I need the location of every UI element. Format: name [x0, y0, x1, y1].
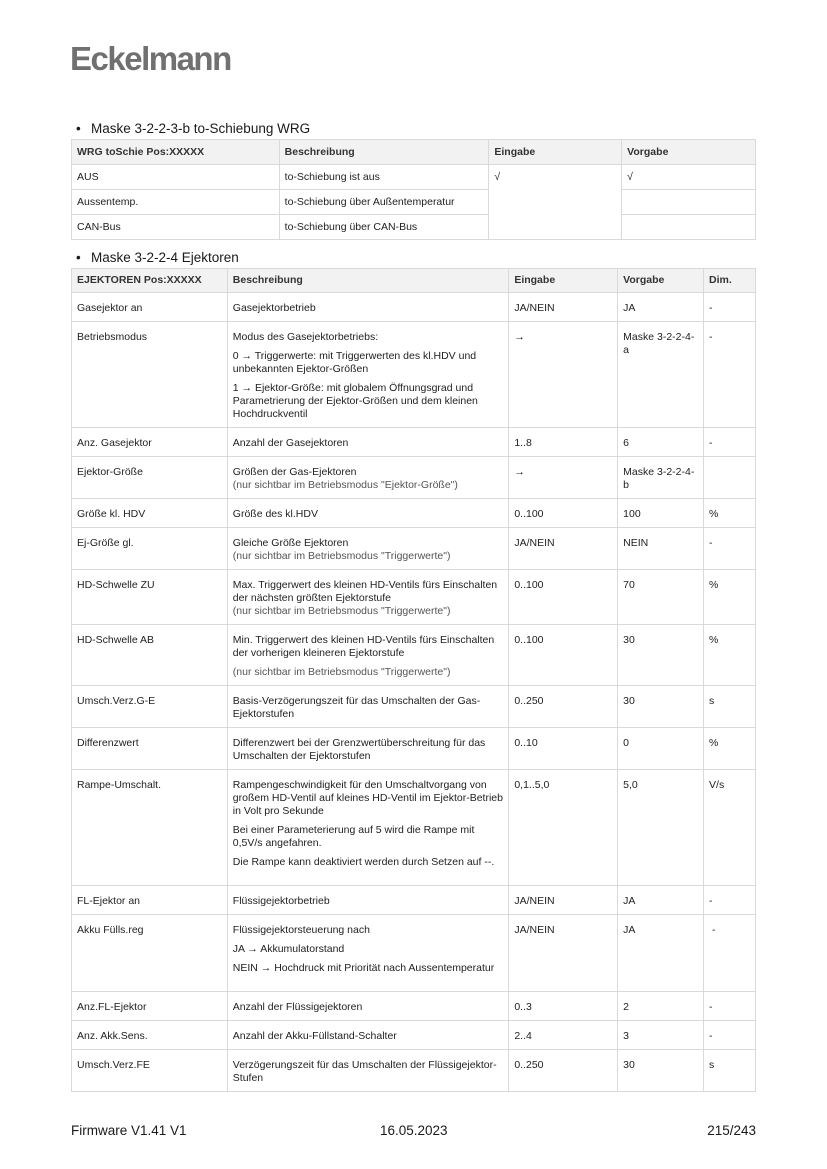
visibility-note: (nur sichtbar im Betriebsmodus "Triggerwerte") [232, 550, 451, 562]
bullet: • [76, 250, 81, 265]
param-name: Anz. Akk.Sens. [72, 1021, 228, 1050]
desc-line: 0 → Triggerwerte: mit Triggerwerten des kl.HDV und unbekannten Ejektor-Größen [232, 350, 477, 375]
col-header: EJEKTOREN Pos:XXXXX [72, 269, 228, 293]
desc-line: Gasejektorbetrieb [232, 302, 316, 314]
param-desc [227, 625, 509, 686]
param-vorgabe: JA [618, 293, 704, 322]
desc-line: 1 → Ejektor-Größe: mit globalem Öffnungsgrad und Parametrierung der Ejektor-Größen und dem kleinen Hochdruckventil [232, 382, 478, 420]
param-vorgabe: 70 [618, 570, 704, 625]
desc-line: Modus des Gasejektorbetriebs: [232, 331, 379, 343]
param-dim: % [704, 625, 756, 686]
desc-line: Größe des kl.HDV [232, 508, 318, 520]
table-row [72, 165, 756, 190]
ejektoren-table [71, 268, 756, 1092]
table-row [72, 915, 756, 992]
param-eingabe: 0..100 [509, 625, 618, 686]
section-title-wrg [76, 121, 310, 136]
param-name: Größe kl. HDV [72, 499, 228, 528]
col-header: Vorgabe [618, 269, 704, 293]
desc-line: Anzahl der Flüssigejektoren [232, 1001, 363, 1013]
param-vorgabe: JA [618, 886, 704, 915]
desc-line: Rampengeschwindigkeit für den Umschaltvorgang von großem HD-Ventil auf kleines HD-Ventil im Ejektor-Betrieb in Volt pro Sekunde [232, 779, 503, 817]
param-desc [227, 886, 509, 915]
desc-line: Flüssigejektorbetrieb [232, 895, 330, 907]
param-eingabe: √ [489, 165, 622, 240]
param-dim [704, 457, 756, 499]
param-desc [227, 528, 509, 570]
desc-line: Anzahl der Akku-Füllstand-Schalter [232, 1030, 397, 1042]
param-dim: V/s [704, 770, 756, 886]
brand-logo: Eckelmann [70, 40, 231, 77]
param-desc: to-Schiebung über CAN-Bus [279, 215, 489, 240]
param-dim: - [704, 293, 756, 322]
table-row [72, 190, 756, 215]
table-row [72, 322, 756, 428]
col-header: Beschreibung [227, 269, 509, 293]
footer-page: 215/243 [707, 1123, 756, 1138]
col-header: Eingabe [509, 269, 618, 293]
section-title-text: Maske 3-2-2-4 Ejektoren [91, 250, 239, 265]
param-eingabe: 0..3 [509, 992, 618, 1021]
param-vorgabe: 6 [618, 428, 704, 457]
visibility-note: (nur sichtbar im Betriebsmodus "Triggerwerte") [232, 666, 451, 678]
desc-line: Basis-Verzögerungszeit für das Umschalten der Gas-Ejektorstufen [232, 695, 481, 720]
table-row [72, 625, 756, 686]
param-name: CAN-Bus [72, 215, 280, 240]
param-desc [227, 728, 509, 770]
param-name: FL-Ejektor an [72, 886, 228, 915]
param-eingabe: 0..250 [509, 1050, 618, 1092]
param-vorgabe: 100 [618, 499, 704, 528]
footer-firmware: Firmware V1.41 V1 [71, 1123, 187, 1138]
param-name: Rampe-Umschalt. [72, 770, 228, 886]
desc-line: Max. Triggerwert des kleinen HD-Ventils fürs Einschalten der nächsten größten Ejektorstufe [232, 579, 498, 604]
param-vorgabe: √ [622, 165, 756, 190]
col-header: Beschreibung [279, 140, 489, 165]
table-row [72, 1021, 756, 1050]
param-desc [227, 499, 509, 528]
param-eingabe: 1..8 [509, 428, 618, 457]
param-desc [227, 1050, 509, 1092]
param-name: Umsch.Verz.G-E [72, 686, 228, 728]
desc-line: Verzögerungszeit für das Umschalten der Flüssigejektor-Stufen [232, 1059, 497, 1084]
table-header-row [72, 269, 756, 293]
param-name: AUS [72, 165, 280, 190]
param-name: Akku Fülls.reg [72, 915, 228, 992]
param-name: Ej-Größe gl. [72, 528, 228, 570]
param-name: Ejektor-Größe [72, 457, 228, 499]
param-vorgabe: Maske 3-2-2-4-b [618, 457, 704, 499]
param-desc [227, 1021, 509, 1050]
visibility-note: (nur sichtbar im Betriebsmodus "Triggerwerte") [232, 605, 451, 617]
param-dim: - [704, 915, 756, 992]
col-header: Dim. [704, 269, 756, 293]
visibility-note: (nur sichtbar im Betriebsmodus "Ejektor-Größe") [232, 479, 458, 491]
param-eingabe: 0..10 [509, 728, 618, 770]
col-header: Vorgabe [622, 140, 756, 165]
desc-line: Differenzwert bei der Grenzwertüberschreitung für das Umschalten der Ejektorstufen [232, 737, 486, 762]
table-row [72, 528, 756, 570]
param-vorgabe: 2 [618, 992, 704, 1021]
param-name: Differenzwert [72, 728, 228, 770]
param-eingabe: JA/NEIN [509, 528, 618, 570]
param-name: Betriebsmodus [72, 322, 228, 428]
param-vorgabe: 30 [618, 625, 704, 686]
param-eingabe: 2..4 [509, 1021, 618, 1050]
param-eingabe: 0,1..5,0 [509, 770, 618, 886]
desc-line: Bei einer Parameterierung auf 5 wird die Rampe mit 0,5V/s angefahren. [232, 824, 475, 849]
desc-line: Anzahl der Gasejektoren [232, 437, 349, 449]
param-vorgabe [622, 190, 756, 215]
param-desc: to-Schiebung über Außentemperatur [279, 190, 489, 215]
param-name: HD-Schwelle AB [72, 625, 228, 686]
param-vorgabe: NEIN [618, 528, 704, 570]
param-eingabe: JA/NEIN [509, 886, 618, 915]
param-vorgabe: 0 [618, 728, 704, 770]
desc-line: Die Rampe kann deaktiviert werden durch Setzen auf --. [232, 856, 495, 868]
table-row [72, 992, 756, 1021]
desc-line: Flüssigejektorsteuerung nach [232, 924, 370, 936]
param-vorgabe: 30 [618, 686, 704, 728]
table-row [72, 428, 756, 457]
param-name: Anz. Gasejektor [72, 428, 228, 457]
param-vorgabe [622, 215, 756, 240]
param-dim: - [704, 528, 756, 570]
desc-line: NEIN → Hochdruck mit Priorität nach Aussentemperatur [232, 962, 495, 974]
param-dim: - [704, 322, 756, 428]
desc-line: Größen der Gas-Ejektoren [232, 466, 357, 478]
param-vorgabe: 3 [618, 1021, 704, 1050]
param-desc [227, 293, 509, 322]
param-eingabe: 0..250 [509, 686, 618, 728]
table-row [72, 215, 756, 240]
param-eingabe: 0..100 [509, 570, 618, 625]
col-header: WRG toSchie Pos:XXXXX [72, 140, 280, 165]
param-eingabe: 0..100 [509, 499, 618, 528]
desc-line: Gleiche Größe Ejektoren [232, 537, 349, 549]
param-desc [227, 457, 509, 499]
param-eingabe: JA/NEIN [509, 915, 618, 992]
param-vorgabe: JA [618, 915, 704, 992]
param-eingabe: JA/NEIN [509, 293, 618, 322]
table-row [72, 293, 756, 322]
bullet: • [76, 121, 81, 136]
table-row [72, 1050, 756, 1092]
param-name: Anz.FL-Ejektor [72, 992, 228, 1021]
table-header-row [72, 140, 756, 165]
table-row [72, 570, 756, 625]
param-desc [227, 686, 509, 728]
wrg-table [71, 139, 756, 240]
param-name: Gasejektor an [72, 293, 228, 322]
param-name: HD-Schwelle ZU [72, 570, 228, 625]
param-dim: - [704, 886, 756, 915]
param-dim: - [704, 1021, 756, 1050]
param-desc [227, 992, 509, 1021]
param-name: Umsch.Verz.FE [72, 1050, 228, 1092]
table-row [72, 457, 756, 499]
param-desc [227, 915, 509, 992]
section-title-ejektoren [76, 250, 239, 265]
param-dim: s [704, 686, 756, 728]
param-dim: % [704, 570, 756, 625]
param-desc: to-Schiebung ist aus [279, 165, 489, 190]
param-vorgabe: 30 [618, 1050, 704, 1092]
param-dim: % [704, 499, 756, 528]
param-dim: s [704, 1050, 756, 1092]
param-name: Aussentemp. [72, 190, 280, 215]
desc-line: Min. Triggerwert des kleinen HD-Ventils fürs Einschalten der vorherigen kleineren Ejektorstufe [232, 634, 495, 659]
param-desc [227, 428, 509, 457]
table-row [72, 499, 756, 528]
param-eingabe: → [509, 457, 618, 499]
param-eingabe: → [509, 322, 618, 428]
footer-date: 16.05.2023 [380, 1123, 448, 1138]
param-dim: % [704, 728, 756, 770]
table-row [72, 770, 756, 886]
param-vorgabe: Maske 3-2-2-4-a [618, 322, 704, 428]
param-vorgabe: 5,0 [618, 770, 704, 886]
table-row [72, 886, 756, 915]
table-row [72, 728, 756, 770]
col-header: Eingabe [489, 140, 622, 165]
param-desc [227, 322, 509, 428]
desc-line: JA → Akkumulatorstand [232, 943, 345, 955]
section-title-text: Maske 3-2-2-3-b to-Schiebung WRG [91, 121, 311, 136]
param-dim: - [704, 992, 756, 1021]
param-dim: - [704, 428, 756, 457]
table-row [72, 686, 756, 728]
param-desc [227, 770, 509, 886]
param-desc [227, 570, 509, 625]
